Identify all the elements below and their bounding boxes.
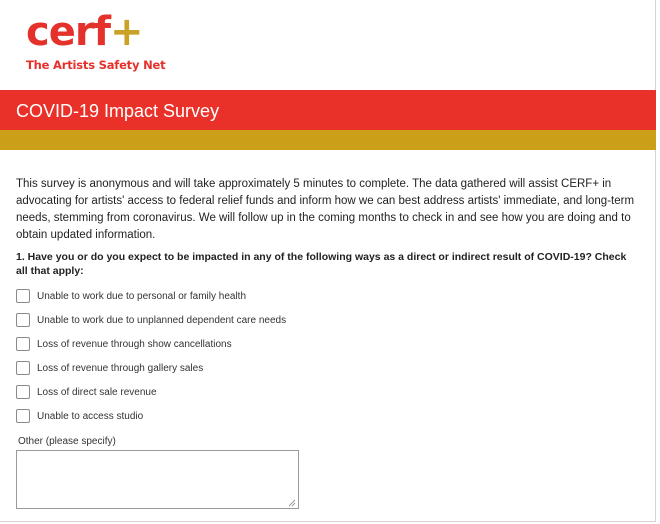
option-direct-sale[interactable] xyxy=(16,384,286,400)
checkbox[interactable] xyxy=(16,385,30,399)
other-specify-label: Other (please specify) xyxy=(18,436,116,447)
logo-wordmark-red: cerf xyxy=(26,9,110,55)
option-label[interactable]: Loss of revenue through show cancellations xyxy=(37,338,232,350)
resize-grip-icon[interactable] xyxy=(288,499,296,507)
question-1-title: 1. Have you or do you expect to be impacted in any of the following ways as a direct or indirect result of COVID-19? Check all that apply: xyxy=(16,251,627,277)
survey-intro-text: This survey is anonymous and will take approximately 5 minutes to complete. The data gathered will assist CERF+ in advocating for artists' access to federal relief funds and inform how we can best address artists' immediate, and long-term needs, stemming from coronavirus. We will follow up in the coming months to check in and see how you are doing and to obtain updated information. xyxy=(16,178,635,241)
checkbox[interactable] xyxy=(16,361,30,375)
logo-wordmark xyxy=(26,9,165,55)
option-label[interactable]: Unable to work due to unplanned dependent care needs xyxy=(37,314,287,326)
option-studio-access[interactable] xyxy=(16,408,286,424)
checkbox[interactable] xyxy=(16,409,30,423)
option-label[interactable]: Loss of revenue through gallery sales xyxy=(37,362,204,374)
logo-tagline: The Artists Safety Net xyxy=(26,58,166,72)
banner-accent-stripe xyxy=(0,130,656,150)
question-1-options xyxy=(16,288,286,432)
option-show-cancellations[interactable] xyxy=(16,336,286,352)
option-label[interactable]: Unable to work due to personal or family health xyxy=(37,290,247,302)
logo-wordmark-plus: + xyxy=(109,9,143,55)
page-title: COVID-19 Impact Survey xyxy=(16,101,220,121)
option-dependent-care[interactable] xyxy=(16,312,286,328)
cerf-logo xyxy=(26,9,166,72)
survey-title-banner xyxy=(0,90,656,130)
checkbox[interactable] xyxy=(16,337,30,351)
checkbox[interactable] xyxy=(16,289,30,303)
option-label[interactable]: Unable to access studio xyxy=(37,410,144,422)
other-specify-textarea[interactable] xyxy=(16,450,299,509)
option-gallery-sales[interactable] xyxy=(16,360,286,376)
checkbox[interactable] xyxy=(16,313,30,327)
option-label[interactable]: Loss of direct sale revenue xyxy=(37,386,157,398)
option-personal-health[interactable] xyxy=(16,288,286,304)
